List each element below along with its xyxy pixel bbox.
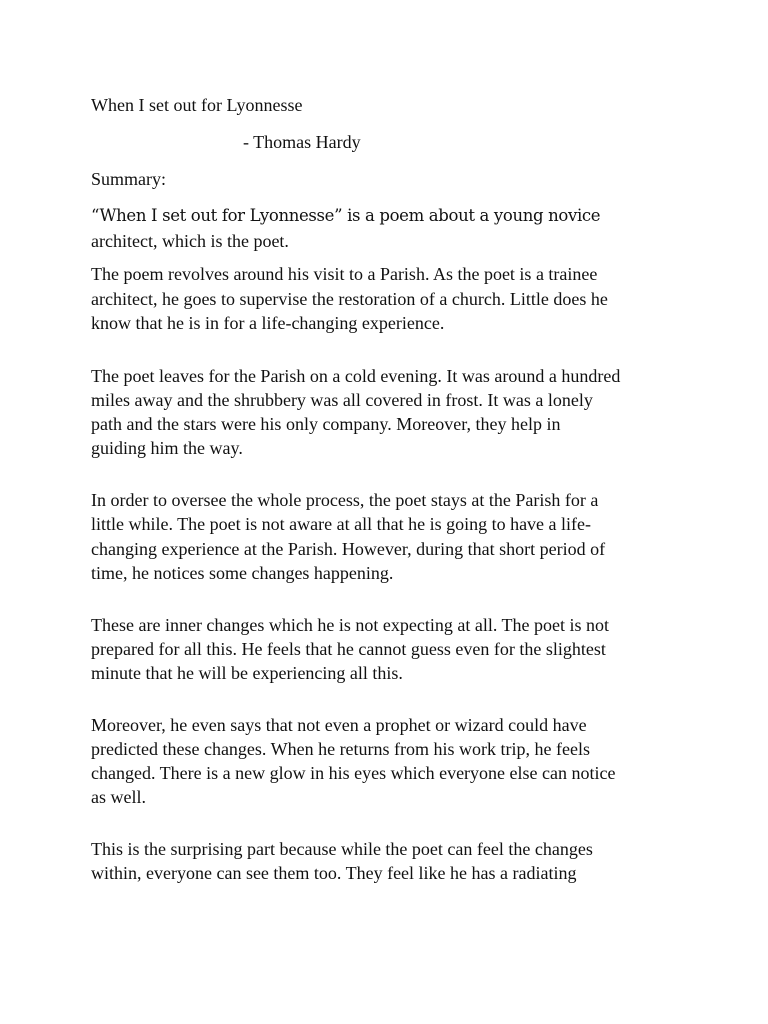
paragraph-line: guiding him the way. (91, 438, 243, 458)
paragraph-line: architect, which is the poet. (91, 231, 289, 251)
paragraph-line: “When I set out for Lyonnesse” is a poem about a young novice (91, 206, 601, 225)
paragraph-line: changed. There is a new glow in his eyes which everyone else can notice (91, 763, 616, 783)
paragraph-line: little while. The poet is not aware at all that he is going to have a life- (91, 514, 592, 534)
paragraph-line: This is the surprising part because while the poet can feel the changes (91, 839, 593, 859)
paragraph-line: Moreover, he even says that not even a prophet or wizard could have (91, 715, 587, 735)
paragraph-line: changing experience at the Parish. However, during that short period of (91, 539, 606, 559)
paragraph-line: predicted these changes. When he returns from his work trip, he feels (91, 739, 590, 759)
paragraph-line: within, everyone can see them too. They feel like he has a radiating (91, 863, 577, 883)
paragraph-line: In order to oversee the whole process, the poet stays at the Parish for a (91, 490, 599, 510)
paragraph-line: as well. (91, 787, 146, 807)
paragraph-line: The poem revolves around his visit to a Parish. As the poet is a trainee (91, 264, 598, 284)
document-title: When I set out for Lyonnesse (91, 95, 303, 115)
paragraph-line: miles away and the shrubbery was all covered in frost. It was a lonely (91, 390, 593, 410)
paragraph-line: These are inner changes which he is not expecting at all. The poet is not (91, 615, 610, 635)
document-author: - Thomas Hardy (243, 132, 361, 152)
paragraph-line: know that he is in for a life-changing experience. (91, 313, 445, 333)
paragraph-line: architect, he goes to supervise the restoration of a church. Little does he (91, 289, 608, 309)
paragraph-line: prepared for all this. He feels that he cannot guess even for the slightest (91, 639, 606, 659)
summary-heading: Summary: (91, 169, 166, 189)
paragraph-line: minute that he will be experiencing all this. (91, 663, 403, 683)
paragraph-line: time, he notices some changes happening. (91, 563, 394, 583)
paragraph-line: path and the stars were his only company. Moreover, they help in (91, 414, 561, 434)
paragraph-line: The poet leaves for the Parish on a cold evening. It was around a hundred (91, 366, 621, 386)
